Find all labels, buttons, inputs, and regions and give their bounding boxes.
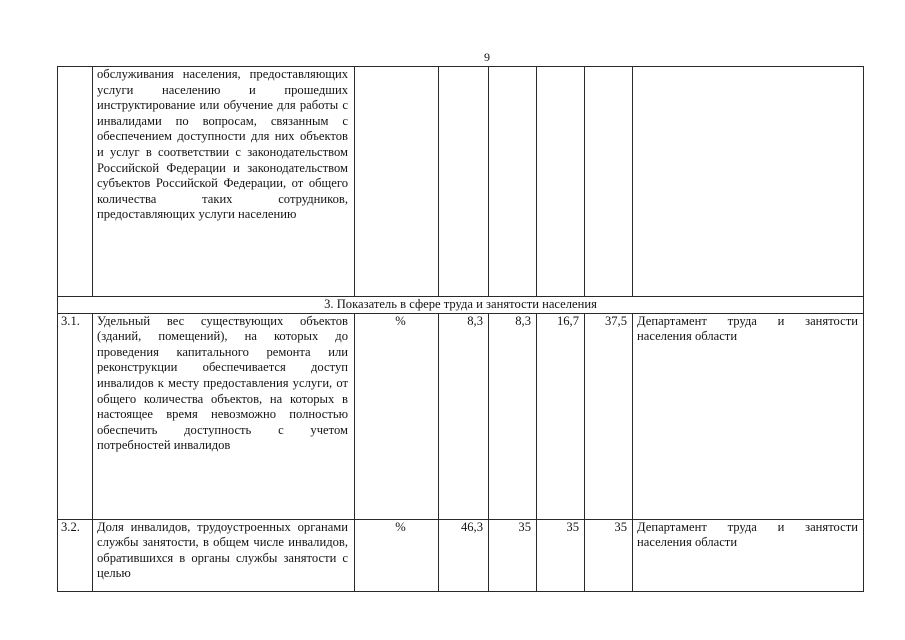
value-cell: 35 — [489, 519, 537, 591]
responsible-cell — [633, 67, 864, 297]
value-cell — [439, 67, 489, 297]
row-number: 3.1. — [58, 313, 93, 519]
page-number: 9 — [484, 50, 490, 64]
description-cell — [93, 519, 355, 591]
description-text: Доля инвалидов, трудоустроенных органами службы занятости, в общем числе инвалидов, обратившихся в органы службы занятости с целью — [97, 519, 348, 581]
responsible-cell — [633, 519, 864, 591]
value-cell: 16,7 — [537, 313, 585, 519]
value-cell — [585, 67, 633, 297]
value-cell: 35 — [585, 519, 633, 591]
description-cell — [93, 67, 355, 297]
description-text: Удельный вес существующих объектов (зданий, помещений), на которых до проведения капитального ремонта или реконструкции обеспечивается доступ инвалидов к месту предоставления услуги, от общего количества объектов, на которых в настоящее время невозможно полностью обеспечить доступность с учетом потребностей инвалидов — [97, 313, 348, 453]
section-title: 3. Показатель в сфере труда и занятости населения — [58, 297, 864, 314]
value-cell — [489, 67, 537, 297]
value-cell: 37,5 — [585, 313, 633, 519]
description-text: обслуживания населения, предоставляющих услуги населению и прошедших инструктирование или обучение для работы с инвалидами по вопросам, связанным с обеспечением доступности для них объектов и услуг в соответствии с законодательством Российской Федерации и законодательством субъектов Российской Федерации, от общего количества таких сотрудников, предоставляющих услуги населению — [97, 67, 348, 222]
table-row — [58, 519, 864, 591]
value-cell: 35 — [537, 519, 585, 591]
value-cell: 46,3 — [439, 519, 489, 591]
unit-cell — [355, 67, 439, 297]
responsible-cell — [633, 313, 864, 519]
indicators-table — [57, 66, 864, 592]
value-cell: 8,3 — [489, 313, 537, 519]
section-header-row — [58, 297, 864, 314]
table-row — [58, 313, 864, 519]
description-cell — [93, 313, 355, 519]
unit-cell: % — [355, 313, 439, 519]
value-cell — [537, 67, 585, 297]
responsible-text: Департамент труда и занятости населения области — [637, 313, 858, 344]
row-number: 3.2. — [58, 519, 93, 591]
responsible-text: Департамент труда и занятости населения области — [637, 519, 858, 550]
value-cell: 8,3 — [439, 313, 489, 519]
row-number-cell — [58, 67, 93, 297]
unit-cell: % — [355, 519, 439, 591]
continuation-row — [58, 67, 864, 297]
